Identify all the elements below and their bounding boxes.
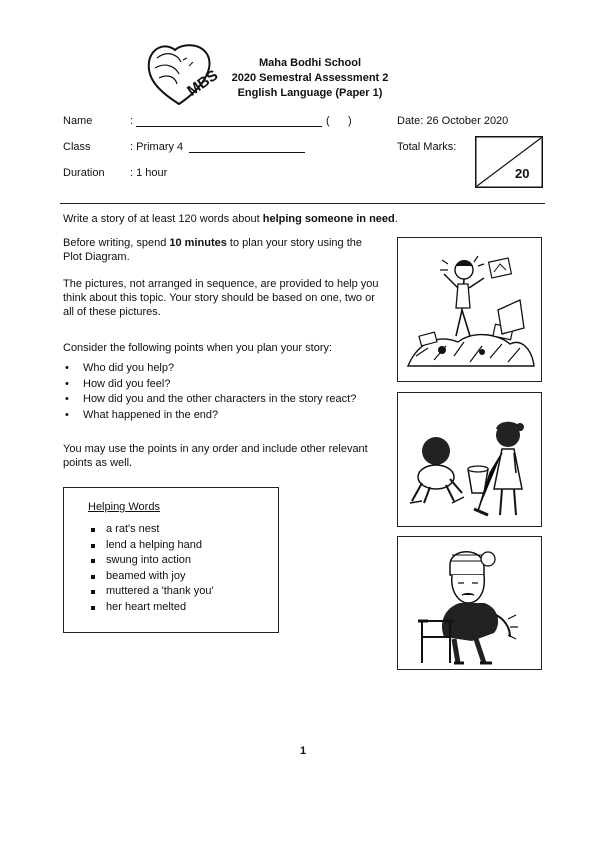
points-list	[63, 361, 383, 423]
subject-title: English Language (Paper 1)	[237, 87, 383, 99]
class-label: Class	[63, 141, 91, 153]
logo-text: MBS	[184, 66, 222, 100]
class-value: : Primary 4	[130, 141, 184, 153]
school-name: Maha Bodhi School	[258, 57, 362, 69]
date-text: Date: 26 October 2020	[397, 115, 509, 127]
duration-value: : 1 hour	[130, 167, 168, 179]
list-item: beamed with joy	[88, 569, 273, 585]
picture-elderly-woman	[397, 536, 542, 670]
picture-cleaning	[397, 392, 542, 527]
total-marks-label: Total Marks:	[397, 141, 457, 153]
helping-words-list	[88, 522, 273, 615]
marks-box	[475, 136, 543, 188]
header-block	[210, 56, 410, 101]
list-item: a rat's nest	[88, 522, 273, 538]
helping-words-title: Helping Words	[88, 501, 160, 513]
task-prompt: Write a story of at least 120 words about helping someone in need.	[63, 213, 398, 225]
list-item: • Who did you help?	[63, 361, 383, 377]
assessment-title: 2020 Semestral Assessment 2	[231, 72, 389, 84]
list-item: • How did you feel?	[63, 377, 383, 393]
header-divider	[60, 203, 545, 204]
list-item: her heart melted	[88, 600, 273, 616]
list-item: lend a helping hand	[88, 538, 273, 554]
total-marks-value: 20	[515, 166, 530, 181]
list-item: swung into action	[88, 553, 273, 569]
task-topic: helping someone in need	[262, 213, 395, 225]
points-intro: Consider the following points when you plan your story:	[63, 342, 333, 354]
points-note: You may use the points in any order and include other relevant points as well.	[63, 443, 368, 469]
name-field[interactable]	[136, 126, 322, 127]
name-label: Name	[63, 115, 93, 127]
class-field[interactable]	[189, 152, 305, 153]
picture-messy-room	[397, 237, 542, 382]
register-number-paren: ( )	[326, 115, 352, 127]
helping-words-box	[63, 487, 279, 633]
page-number: 1	[300, 745, 307, 757]
planning-time: 10 minutes	[169, 237, 227, 249]
duration-label: Duration	[63, 167, 105, 179]
name-colon: :	[130, 115, 134, 127]
list-item: • How did you and the other characters in the story react?	[63, 392, 383, 408]
school-logo	[143, 40, 222, 108]
planning-instruction: Before writing, spend 10 minutes to plan your story using the Plot Diagram.	[63, 237, 362, 263]
list-item: muttered a 'thank you'	[88, 584, 273, 600]
pictures-instruction: The pictures, not arranged in sequence, are provided to help you think about this topic. Your story should be based on one, two or all of these pictures.	[63, 278, 379, 318]
list-item: • What happened in the end?	[63, 408, 383, 424]
